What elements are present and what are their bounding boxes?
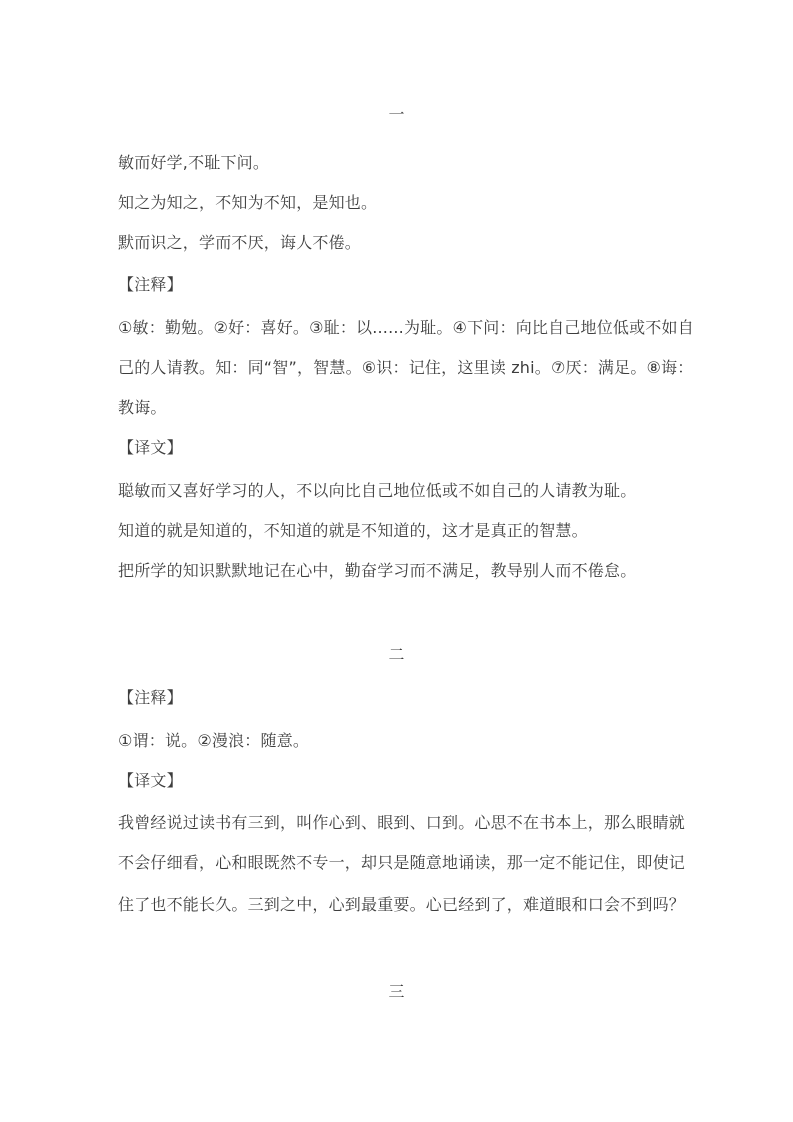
translation-line: 把所学的知识默默地记在心中，勤奋学习而不满足，教导别人而不倦怠。: [118, 561, 637, 580]
annotation-label: 【注释】: [118, 275, 183, 294]
source-text-line: 敏而好学,不耻下问。: [118, 153, 270, 172]
annotation-line: ①谓：说。②漫浪：随意。: [118, 731, 310, 750]
section-3-heading: 三: [388, 982, 405, 1001]
annotation-line: 己的人请教。知：同“智”，智慧。⑥识：记住，这里读 zhi。⑦厌：满足。⑧诲：: [118, 358, 694, 377]
annotation-line: ①敏：勤勉。②好：喜好。③耻：以......为耻。④下问：向比自己地位低或不如自: [118, 318, 694, 337]
translation-label: 【译文】: [118, 438, 183, 457]
source-text-line: 知之为知之，不知为不知，是知也。: [118, 193, 378, 212]
translation-line: 住了也不能长久。三到之中，心到最重要。心已经到了，难道眼和口会不到吗？: [118, 895, 686, 914]
translation-line: 聪敏而又喜好学习的人，不以向比自己地位低或不如自己的人请教为耻。: [118, 481, 637, 500]
section-1-heading: 一: [388, 105, 405, 124]
translation-line: 知道的就是知道的，不知道的就是不知道的，这才是真正的智慧。: [118, 521, 588, 540]
source-text-line: 默而识之，学而不厌，诲人不倦。: [118, 233, 362, 252]
annotation-label: 【注释】: [118, 688, 183, 707]
translation-line: 我曾经说过读书有三到，叫作心到、眼到、口到。心思不在书本上，那么眼睛就: [118, 813, 686, 832]
translation-label: 【译文】: [118, 771, 183, 790]
section-2-heading: 二: [388, 645, 405, 664]
translation-line: 不会仔细看，心和眼既然不专一，却只是随意地诵读，那一定不能记住，即使记: [118, 853, 686, 872]
annotation-line: 教诲。: [118, 398, 167, 417]
